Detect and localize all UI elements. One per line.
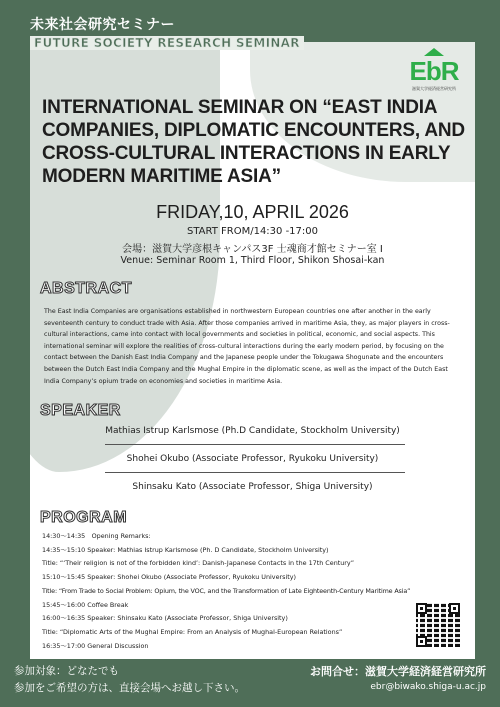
program-item: Title: “Diplomatic Arts of the Mughal Empire: From an Analysis of Mughal-European Relations” <box>42 627 343 636</box>
contact-email[interactable]: ebr@biwako.shiga-u.ac.jp <box>370 682 486 692</box>
speaker-3: Shinsaku Kato (Associate Professor, Shiga University) <box>132 482 373 492</box>
divider <box>105 444 405 445</box>
footer-info <box>14 663 245 697</box>
attendance-note: 参加をご希望の方は、直接会場へお越し下さい。 <box>14 682 245 694</box>
program-item: 16:00～16:35 Speaker: Shinsaku Kato (Associate Professor, Shiga University) <box>42 614 288 623</box>
program-item: 14:30～14:35 Opening Remarks: <box>42 532 151 540</box>
speaker-2: Shohei Okubo (Associate Professor, Ryukoku University) <box>126 454 379 464</box>
abstract-heading: ABSTRACT <box>40 280 132 297</box>
event-date: FRIDAY,10, APRIL 2026 <box>156 202 349 222</box>
qr-finder <box>449 603 460 614</box>
institute-logo <box>404 48 464 96</box>
contact-info <box>310 663 486 695</box>
audience-text: 参加対象：どなたでも <box>14 665 119 677</box>
series-title-ja: 未来社会研究セミナー <box>30 17 175 33</box>
abstract-text: The East India Companies are organisations established in northwestern European countries one after another in the early seventeenth century to conduct trade with Asia. After those companies arrived in maritime Asia, they, as major players in cross-cultural interactions, came into contact with local governments and societies in political, economic, and social aspects. This international seminar will explore the realities of cross-cultural interactions during the early modern period, by focusing on the contact between the Danish East India Company and the Japanese people under the Tokugawa Shogunate and the encounters between the Dutch East India Company and the Mughal Empire in the diplomatic scene, as well as the impact of the Dutch East India Company’s opium trade on economies and societies in maritime Asia. <box>44 308 450 385</box>
series-title-en: FUTURE SOCIETY RESEARCH SEMINAR <box>30 36 304 50</box>
program-item: 14:35～15:10 Speaker: Mathias Istrup Karlsmose (Ph. D Candidate, Stockholm University) <box>42 545 329 554</box>
logo-roof-icon <box>424 48 444 56</box>
speaker-1: Mathias Istrup Karlsmose (Ph.D Candidate, Stockholm University) <box>105 426 400 436</box>
qr-code[interactable] <box>416 603 460 647</box>
qr-finder <box>416 636 427 647</box>
program-item: Title: “From Trade to Social Problem: Opium, the VOC, and the Transformation of Late Eighteenth-Century Maritime Asia” <box>42 586 411 595</box>
qr-finder <box>416 603 427 614</box>
speaker-heading: SPEAKER <box>40 402 121 419</box>
poster-panel <box>30 42 475 659</box>
venue-ja: 会場：滋賀大学彦根キャンパス3F 士魂商才館セミナー室 I <box>122 244 383 255</box>
program-item: 16:35～17:00 General Discussion <box>42 641 149 650</box>
contact-label: お問合せ：滋賀大学経済経営研究所 <box>310 665 486 678</box>
program-list <box>42 530 467 653</box>
program-heading: PROGRAM <box>40 509 128 526</box>
program-item: Title: “‘Their religion is not of the forbidden kind’: Danish-Japanese Contacts in the 17th Century” <box>42 559 355 568</box>
event-time: START FROM/14:30 -17:00 <box>186 226 319 237</box>
divider <box>105 472 405 473</box>
logo-mark: EbR <box>409 56 459 86</box>
program-item: 15:45～16:00 Coffee Break <box>42 600 129 609</box>
logo-caption: 滋賀大学経済経営研究所 <box>412 86 456 91</box>
program-item: 15:10～15:45 Speaker: Shohei Okubo (Associate Professor, Ryukoku University) <box>42 573 297 582</box>
venue-en: Venue: Seminar Room 1, Third Floor, Shikon Shosai-kan <box>120 255 385 266</box>
seminar-title: INTERNATIONAL SEMINAR ON “EAST INDIA COMPANIES, DIPLOMATIC ENCOUNTERS, AND CROSS-CULTURAL INTERACTIONS IN EARLY MODERN MARITIME ASIA” <box>42 97 465 187</box>
